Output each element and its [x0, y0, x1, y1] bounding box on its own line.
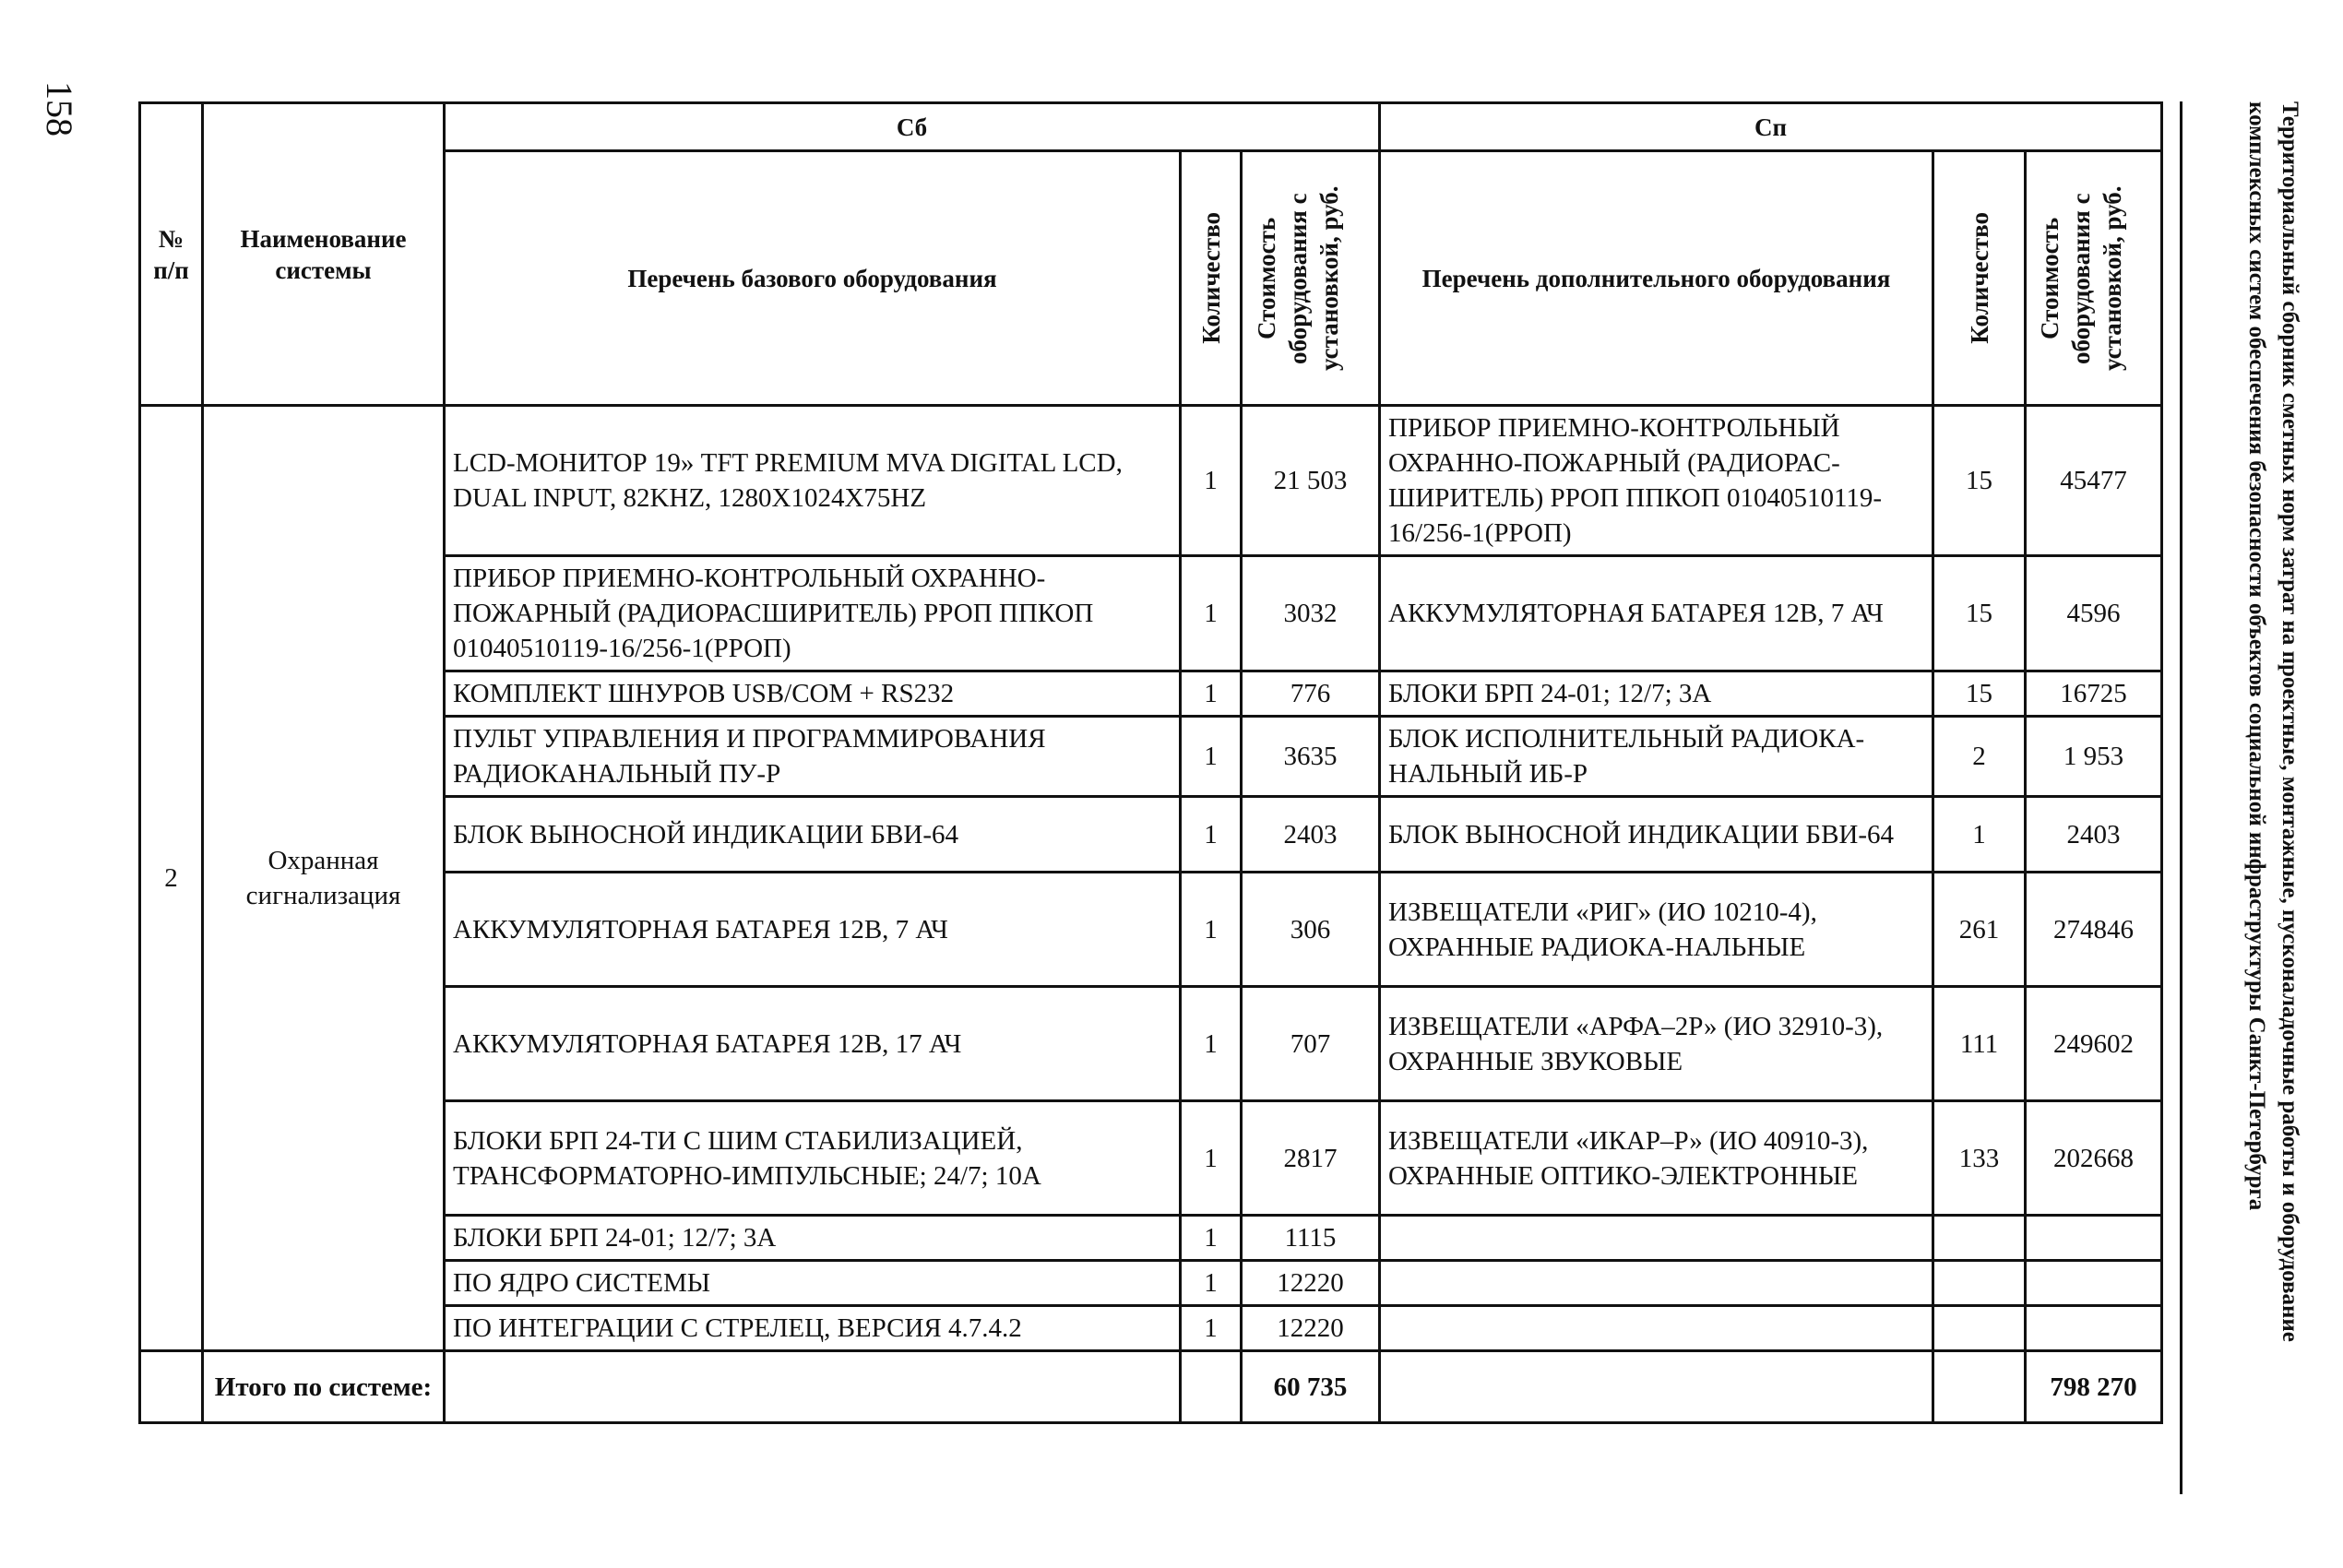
- base-item: БЛОКИ БРП 24-01; 12/7; 3А: [445, 1216, 1181, 1261]
- add-qty: [1933, 1216, 2026, 1261]
- add-item: БЛОКИ БРП 24-01; 12/7; 3А: [1380, 671, 1933, 717]
- base-qty: 1: [1181, 873, 1242, 987]
- base-item: ПУЛЬТ УПРАВЛЕНИЯ И ПРОГРАММИРОВАНИЯ РАДИОКАНАЛЬНЫЙ ПУ-Р: [445, 717, 1181, 797]
- base-qty: 1: [1181, 1101, 1242, 1216]
- add-item: ПРИБОР ПРИЕМНО-КОНТРОЛЬНЫЙ ОХРАННО-ПОЖАРНЫЙ (РАДИОРАС-ШИРИТЕЛЬ) РРОП ППКОП 01040510119-16/256-1(РРОП): [1380, 406, 1933, 556]
- base-cost: 2403: [1242, 797, 1380, 873]
- base-item: LCD-МОНИТОР 19» TFT PREMIUM MVA DIGITAL LCD, DUAL INPUT, 82KHZ, 1280X1024X75HZ: [445, 406, 1181, 556]
- add-cost: [2026, 1216, 2162, 1261]
- header-add-qty: Количество: [1965, 212, 1993, 344]
- base-cost: 12220: [1242, 1306, 1380, 1351]
- add-item: [1380, 1306, 1933, 1351]
- side-title: Территориальный сборник сметных норм затрат на проектные, монтажные, пусконаладочные работы и оборудование комплексных систем обеспечения безопасности объектов социальной инфраструктуры Санкт-Петербурга: [2244, 101, 2302, 1342]
- add-cost: 274846: [2026, 873, 2162, 987]
- base-qty: 1: [1181, 987, 1242, 1101]
- add-item: БЛОК ВЫНОСНОЙ ИНДИКАЦИИ БВИ-64: [1380, 797, 1933, 873]
- add-cost: 1 953: [2026, 717, 2162, 797]
- add-qty: 15: [1933, 406, 2026, 556]
- header-base-list: Перечень базового оборудования: [445, 151, 1181, 406]
- add-qty: 15: [1933, 671, 2026, 717]
- base-cost: 12220: [1242, 1261, 1380, 1306]
- total-add: 798 270: [2026, 1351, 2162, 1423]
- base-cost: 776: [1242, 671, 1380, 717]
- base-item: БЛОК ВЫНОСНОЙ ИНДИКАЦИИ БВИ-64: [445, 797, 1181, 873]
- base-item: АККУМУЛЯТОРНАЯ БАТАРЕЯ 12В, 7 АЧ: [445, 873, 1181, 987]
- add-item: [1380, 1216, 1933, 1261]
- header-base-qty: Количество: [1196, 212, 1225, 344]
- header-base-cost: Стоимость оборудования с установкой, руб.: [1252, 185, 1343, 371]
- add-item: ИЗВЕЩАТЕЛИ «ИКАР–Р» (ИО 40910-3), ОХРАННЫЕ ОПТИКО-ЭЛЕКТРОННЫЕ: [1380, 1101, 1933, 1216]
- base-cost: 3635: [1242, 717, 1380, 797]
- base-cost: 2817: [1242, 1101, 1380, 1216]
- base-qty: 1: [1181, 717, 1242, 797]
- add-cost: 45477: [2026, 406, 2162, 556]
- header-system: Наименование системы: [203, 103, 445, 406]
- add-cost: 202668: [2026, 1101, 2162, 1216]
- add-cost: 249602: [2026, 987, 2162, 1101]
- total-base: 60 735: [1242, 1351, 1380, 1423]
- base-item: ПО ИНТЕГРАЦИИ С СТРЕЛЕЦ, ВЕРСИЯ 4.7.4.2: [445, 1306, 1181, 1351]
- add-qty: 133: [1933, 1101, 2026, 1216]
- total-label: Итого по системе:: [203, 1351, 445, 1423]
- add-qty: 261: [1933, 873, 2026, 987]
- add-item: АККУМУЛЯТОРНАЯ БАТАРЕЯ 12В, 7 АЧ: [1380, 556, 1933, 671]
- header-sp: Сп: [1380, 103, 2162, 151]
- base-cost: 1115: [1242, 1216, 1380, 1261]
- base-qty: 1: [1181, 671, 1242, 717]
- add-item: ИЗВЕЩАТЕЛИ «АРФА–2Р» (ИО 32910-3), ОХРАННЫЕ ЗВУКОВЫЕ: [1380, 987, 1933, 1101]
- base-cost: 3032: [1242, 556, 1380, 671]
- base-item: ПРИБОР ПРИЕМНО-КОНТРОЛЬНЫЙ ОХРАННО-ПОЖАРНЫЙ (РАДИОРАСШИРИТЕЛЬ) РРОП ППКОП 01040510119-16/256-1(РРОП): [445, 556, 1181, 671]
- add-cost: 2403: [2026, 797, 2162, 873]
- add-qty: 111: [1933, 987, 2026, 1101]
- base-qty: 1: [1181, 556, 1242, 671]
- side-rule: [2180, 101, 2182, 1494]
- row-number: 2: [140, 406, 203, 1351]
- table-row: [140, 406, 2162, 556]
- add-item: БЛОК ИСПОЛНИТЕЛЬНЫЙ РАДИОКА-НАЛЬНЫЙ ИБ-Р: [1380, 717, 1933, 797]
- base-qty: 1: [1181, 797, 1242, 873]
- header-add-list: Перечень дополнительного оборудования: [1380, 151, 1933, 406]
- base-item: ПО ЯДРО СИСТЕМЫ: [445, 1261, 1181, 1306]
- header-num: № п/п: [140, 103, 203, 406]
- add-item: [1380, 1261, 1933, 1306]
- add-item: ИЗВЕЩАТЕЛИ «РИГ» (ИО 10210-4), ОХРАННЫЕ РАДИОКА-НАЛЬНЫЕ: [1380, 873, 1933, 987]
- base-qty: 1: [1181, 406, 1242, 556]
- base-qty: 1: [1181, 1306, 1242, 1351]
- page-number: 158: [39, 81, 80, 137]
- base-qty: 1: [1181, 1216, 1242, 1261]
- base-cost: 707: [1242, 987, 1380, 1101]
- add-cost: [2026, 1261, 2162, 1306]
- add-cost: 4596: [2026, 556, 2162, 671]
- system-name: Охранная сигнализация: [203, 406, 445, 1351]
- base-item: БЛОКИ БРП 24-ТИ С ШИМ СТАБИЛИЗАЦИЕЙ, ТРАНСФОРМАТОРНО-ИМПУЛЬСНЫЕ; 24/7; 10А: [445, 1101, 1181, 1216]
- add-cost: [2026, 1306, 2162, 1351]
- base-item: КОМПЛЕКТ ШНУРОВ USB/COM + RS232: [445, 671, 1181, 717]
- total-row: [140, 1351, 2162, 1423]
- add-qty: 15: [1933, 556, 2026, 671]
- add-qty: 1: [1933, 797, 2026, 873]
- add-qty: [1933, 1306, 2026, 1351]
- add-qty: [1933, 1261, 2026, 1306]
- base-qty: 1: [1181, 1261, 1242, 1306]
- equipment-table: [138, 101, 2163, 1424]
- add-qty: 2: [1933, 717, 2026, 797]
- header-sb: Сб: [445, 103, 1380, 151]
- base-item: АККУМУЛЯТОРНАЯ БАТАРЕЯ 12В, 17 АЧ: [445, 987, 1181, 1101]
- base-cost: 306: [1242, 873, 1380, 987]
- add-cost: 16725: [2026, 671, 2162, 717]
- header-add-cost: Стоимость оборудования с установкой, руб.: [2035, 185, 2126, 371]
- base-cost: 21 503: [1242, 406, 1380, 556]
